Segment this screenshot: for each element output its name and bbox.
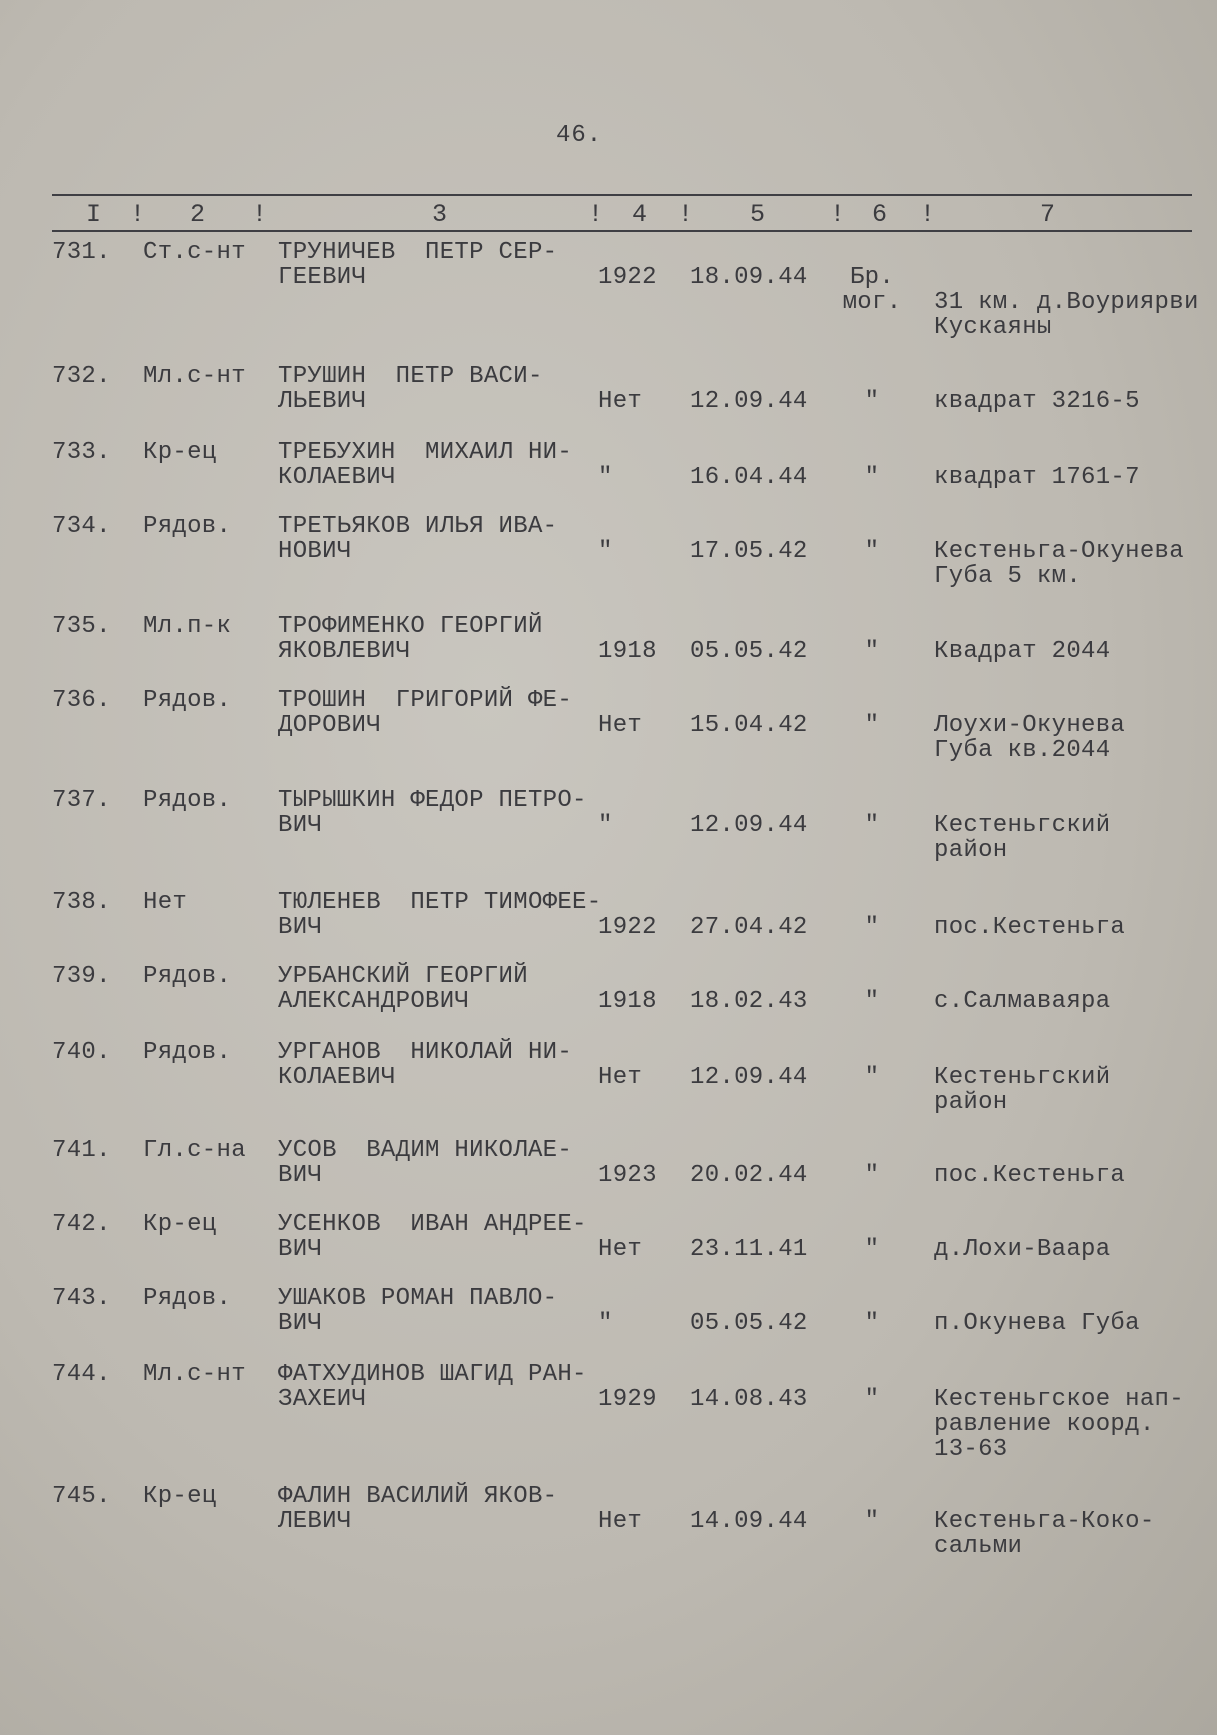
burial-type: " [864, 812, 880, 839]
full-name-line: ВИЧ [278, 1236, 323, 1263]
full-name-line: АЛЕКСАНДРОВИЧ [278, 988, 470, 1015]
rank: Гл.с-на [143, 1137, 246, 1164]
burial-type: " [864, 464, 880, 491]
entry-number: 745. [52, 1483, 111, 1510]
full-name-line: ТРЕБУХИН МИХАИЛ НИ- [278, 439, 573, 466]
rank: Рядов. [143, 787, 232, 814]
birth-year: " [598, 812, 613, 839]
entry-number: 733. [52, 439, 111, 466]
entry-number: 735. [52, 613, 111, 640]
burial-type: " [864, 538, 880, 565]
full-name-line: УШАКОВ РОМАН ПАВЛО- [278, 1285, 558, 1312]
entry-number: 743. [52, 1285, 111, 1312]
birth-year: Нет [598, 1508, 643, 1535]
full-name-line: УСОВ ВАДИМ НИКОЛАЕ- [278, 1137, 573, 1164]
date-of-death: 12.09.44 [690, 388, 808, 415]
entry-number: 736. [52, 687, 111, 714]
date-of-death: 18.02.43 [690, 988, 808, 1015]
full-name-line: ЛЬЕВИЧ [278, 388, 367, 415]
burial-type: " [864, 638, 880, 665]
table-header [0, 196, 1217, 230]
birth-year: " [598, 1310, 613, 1337]
burial-type: " [864, 712, 880, 739]
rank: Мл.п-к [143, 613, 232, 640]
header-col-1: I [86, 200, 102, 229]
full-name-line: ТРОФИМЕНКО ГЕОРГИЙ [278, 613, 543, 640]
date-of-death: 20.02.44 [690, 1162, 808, 1189]
date-of-death: 05.05.42 [690, 1310, 808, 1337]
full-name-line: КОЛАЕВИЧ [278, 1064, 396, 1091]
burial-place-line: район [934, 837, 1008, 864]
birth-year: 1929 [598, 1386, 657, 1413]
date-of-death: 16.04.44 [690, 464, 808, 491]
full-name-line: ВИЧ [278, 1310, 323, 1337]
entry-number: 738. [52, 889, 111, 916]
birth-year: 1923 [598, 1162, 657, 1189]
header-separator: ! [252, 200, 268, 229]
header-col-5: 5 [750, 200, 766, 229]
date-of-death: 14.08.43 [690, 1386, 808, 1413]
rank: Мл.с-нт [143, 1361, 246, 1388]
full-name-line: УРГАНОВ НИКОЛАЙ НИ- [278, 1039, 573, 1066]
full-name-line: ЯКОВЛЕВИЧ [278, 638, 411, 665]
entry-number: 740. [52, 1039, 111, 1066]
full-name-line: ГЕЕВИЧ [278, 264, 367, 291]
full-name-line: КОЛАЕВИЧ [278, 464, 396, 491]
full-name-line: ЛЕВИЧ [278, 1508, 352, 1535]
header-col-3: 3 [432, 200, 448, 229]
birth-year: 1918 [598, 988, 657, 1015]
burial-place-line: квадрат 1761-7 [934, 464, 1140, 491]
entry-number: 737. [52, 787, 111, 814]
burial-place-line: Кестеньга-Коко- [934, 1508, 1155, 1535]
burial-place-line: Кестеньгское нап- [934, 1386, 1184, 1413]
date-of-death: 23.11.41 [690, 1236, 808, 1263]
header-bottom-rule [52, 230, 1192, 232]
entry-number: 739. [52, 963, 111, 990]
burial-type: " [864, 1508, 880, 1535]
date-of-death: 15.04.42 [690, 712, 808, 739]
burial-type: " [864, 1162, 880, 1189]
burial-place-line: Кестеньга-Окунева [934, 538, 1184, 565]
rank: Рядов. [143, 513, 232, 540]
birth-year: Нет [598, 1236, 643, 1263]
burial-place-line: Кестеньгский [934, 1064, 1111, 1091]
burial-place-line: квадрат 3216-5 [934, 388, 1140, 415]
burial-type: " [864, 388, 880, 415]
full-name-line: ЗАХЕИЧ [278, 1386, 367, 1413]
birth-year: Нет [598, 388, 643, 415]
full-name-line: ДОРОВИЧ [278, 712, 381, 739]
full-name-line: ТРОШИН ГРИГОРИЙ ФЕ- [278, 687, 573, 714]
burial-type: " [864, 1236, 880, 1263]
entry-number: 731. [52, 239, 111, 266]
date-of-death: 18.09.44 [690, 264, 808, 291]
rank: Кр-ец [143, 1483, 217, 1510]
header-separator: ! [830, 200, 846, 229]
header-separator: ! [678, 200, 694, 229]
burial-place-line: равление коорд. [934, 1411, 1155, 1438]
date-of-death: 14.09.44 [690, 1508, 808, 1535]
full-name-line: УСЕНКОВ ИВАН АНДРЕЕ- [278, 1211, 587, 1238]
burial-place-line: 13-63 [934, 1436, 1008, 1463]
burial-place-line: Губа 5 км. [934, 563, 1082, 590]
rank: Кр-ец [143, 1211, 217, 1238]
burial-place-line: Губа кв.2044 [934, 737, 1111, 764]
birth-year: " [598, 538, 613, 565]
burial-place-line: район [934, 1089, 1008, 1116]
date-of-death: 27.04.42 [690, 914, 808, 941]
burial-type: " [864, 1064, 880, 1091]
full-name-line: ВИЧ [278, 812, 323, 839]
rank: Рядов. [143, 687, 232, 714]
birth-year: " [598, 464, 613, 491]
rank: Рядов. [143, 963, 232, 990]
full-name-line: ФАЛИН ВАСИЛИЙ ЯКОВ- [278, 1483, 558, 1510]
burial-place-line: пос.Кестеньга [934, 914, 1126, 941]
full-name-line: ТРУШИН ПЕТР ВАСИ- [278, 363, 543, 390]
burial-type: " [864, 1310, 880, 1337]
burial-type: Бр. [849, 264, 895, 291]
full-name-line: НОВИЧ [278, 538, 352, 565]
birth-year: Нет [598, 712, 643, 739]
birth-year: 1922 [598, 914, 657, 941]
burial-place-line: д.Лохи-Ваара [934, 1236, 1111, 1263]
full-name-line: ТЫРЫШКИН ФЕДОР ПЕТРО- [278, 787, 587, 814]
entry-number: 742. [52, 1211, 111, 1238]
full-name-line: УРБАНСКИЙ ГЕОРГИЙ [278, 963, 528, 990]
entry-number: 741. [52, 1137, 111, 1164]
burial-place-line: с.Салмаваяра [934, 988, 1111, 1015]
header-col-4: 4 [632, 200, 648, 229]
header-separator: ! [920, 200, 936, 229]
burial-place-line: Кестеньгский [934, 812, 1111, 839]
date-of-death: 12.09.44 [690, 812, 808, 839]
date-of-death: 05.05.42 [690, 638, 808, 665]
rank: Рядов. [143, 1285, 232, 1312]
full-name-line: ФАТХУДИНОВ ШАГИД РАН- [278, 1361, 587, 1388]
burial-place-line: пос.Кестеньга [934, 1162, 1126, 1189]
full-name-line: ВИЧ [278, 914, 323, 941]
burial-type: " [864, 914, 880, 941]
header-separator: ! [130, 200, 146, 229]
birth-year: 1922 [598, 264, 657, 291]
rank: Рядов. [143, 1039, 232, 1066]
rank: Нет [143, 889, 188, 916]
header-col-7: 7 [1040, 200, 1056, 229]
burial-place-line: Лоухи-Окунева [934, 712, 1126, 739]
burial-place-line: сальми [934, 1533, 1023, 1560]
burial-type: " [864, 1386, 880, 1413]
burial-type: мог. [842, 289, 902, 316]
rank: Ст.с-нт [143, 239, 246, 266]
full-name-line: ТЮЛЕНЕВ ПЕТР ТИМОФЕЕ- [278, 889, 602, 916]
header-col-6: 6 [872, 200, 888, 229]
date-of-death: 12.09.44 [690, 1064, 808, 1091]
burial-place-line: Квадрат 2044 [934, 638, 1111, 665]
header-separator: ! [588, 200, 604, 229]
burial-type: " [864, 988, 880, 1015]
birth-year: Нет [598, 1064, 643, 1091]
birth-year: 1918 [598, 638, 657, 665]
full-name-line: ТРУНИЧЕВ ПЕТР СЕР- [278, 239, 558, 266]
rank: Мл.с-нт [143, 363, 246, 390]
entry-number: 732. [52, 363, 111, 390]
full-name-line: ТРЕТЬЯКОВ ИЛЬЯ ИВА- [278, 513, 558, 540]
rank: Кр-ец [143, 439, 217, 466]
header-col-2: 2 [190, 200, 206, 229]
burial-place-line: п.Окунева Губа [934, 1310, 1140, 1337]
burial-place-line: 31 км. д.Воуриярви [934, 289, 1199, 316]
burial-place-line: Кускаяны [934, 314, 1052, 341]
date-of-death: 17.05.42 [690, 538, 808, 565]
page-number: 46. [556, 122, 603, 149]
entry-number: 744. [52, 1361, 111, 1388]
full-name-line: ВИЧ [278, 1162, 323, 1189]
entry-number: 734. [52, 513, 111, 540]
